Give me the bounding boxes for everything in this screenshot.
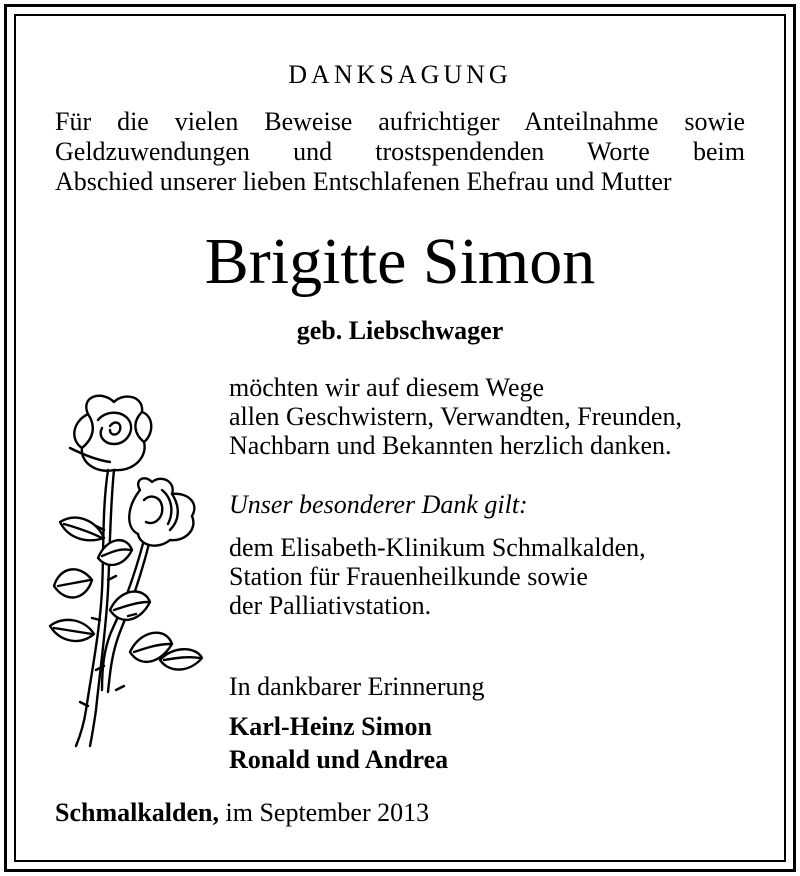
- thanks-line: Nachbarn und Bekannten herzlich danken.: [229, 431, 672, 460]
- special-thanks-heading: Unser besonderer Dank gilt:: [229, 490, 528, 519]
- maiden-name: geb. Liebschwager: [296, 316, 504, 345]
- signers: [229, 710, 448, 776]
- thanks-line: möchten wir auf diesem Wege: [229, 373, 545, 402]
- footer-place: Schmalkalden,: [55, 798, 219, 827]
- clinic-line: dem Elisabeth-Klinikum Schmalkalden,: [229, 533, 646, 562]
- footer: [55, 798, 429, 828]
- signer-name: Karl-Heinz Simon: [229, 712, 432, 741]
- memory-line: In dankbarer Erinnerung: [229, 672, 485, 701]
- footer-date: im September 2013: [219, 798, 430, 827]
- rose-icon: [40, 390, 220, 760]
- clinic-text: [229, 533, 646, 620]
- clinic-line: der Palliativstation.: [229, 591, 432, 620]
- deceased-name: Brigitte Simon: [204, 225, 596, 298]
- intro-line: Für die vielen Beweise aufrichtiger Anteilnahme sowie: [55, 107, 745, 136]
- intro-text: [55, 107, 745, 197]
- clinic-line: Station für Frauenheilkunde sowie: [229, 562, 588, 591]
- intro-line: Abschied unserer lieben Entschlafenen Ehefrau und Mutter: [55, 167, 672, 196]
- signer-name: Ronald und Andrea: [229, 745, 449, 774]
- intro-line: Geldzuwendungen und trostspendenden Worte beim: [55, 137, 745, 166]
- thanks-text: [229, 373, 682, 460]
- thanks-line: allen Geschwistern, Verwandten, Freunden,: [229, 402, 682, 431]
- heading: DANKSAGUNG: [288, 60, 512, 89]
